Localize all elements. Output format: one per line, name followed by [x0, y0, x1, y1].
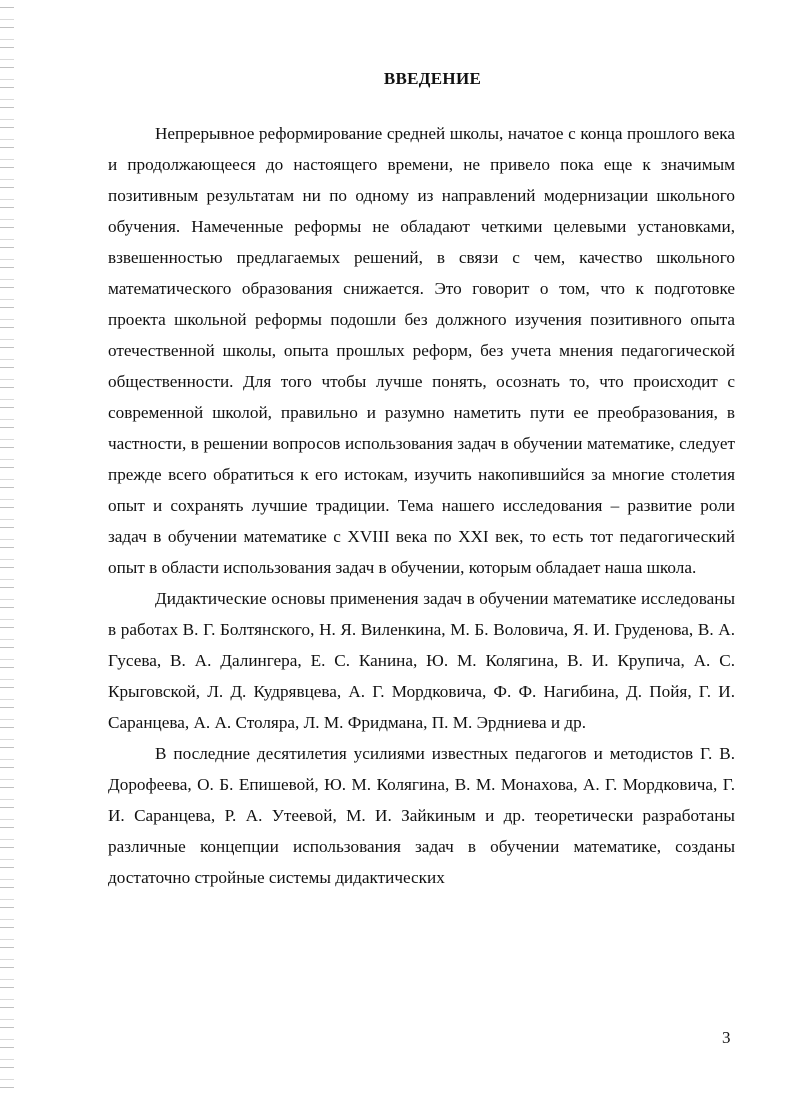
scan-edge-artifact	[0, 0, 14, 1095]
body-text	[108, 118, 735, 893]
paragraph-1: Непрерывное реформирование средней школы, начатое с конца прошлого века и продолжающееся до настоящего времени, не привело пока еще к значимым позитивным результатам ни по одному из направлений модернизации школьного обучения. Намеченные реформы не обладают четкими целевыми установками, взвешенностью предлагаемых решений, в связи с чем, качество школьного математического образования снижается. Это говорит о том, что к подготовке проекта школьной реформы подошли без должного изучения позитивного опыта отечественной школы, опыта прошлых реформ, без учета мнения педагогической общественности. Для того чтобы лучше понять, осознать то, что происходит с современной школой, правильно и разумно наметить пути ее преобразования, в частности, в решении вопросов использования задач в обучении математике, следует прежде всего обратиться к его истокам, изучить накопившийся за многие столетия опыт и сохранять лучшие традиции. Тема нашего исследования – развитие роли задач в обучении математике с XVIII века по XXI век, то есть тот педагогический опыт в области использования задач в обучении, которым обладает наша школа.	[108, 124, 735, 577]
document-title: ВВЕДЕНИЕ	[383, 69, 482, 89]
paragraph-3: В последние десятилетия усилиями известных педагогов и методистов Г. В. Дорофеева, О. Б. Епишевой, Ю. М. Колягина, В. М. Монахова, А. Г. Мордковича, Г. И. Саранцева, Р. А. Утеевой, М. И. Зайкиным и др. теоретически разработаны различные концепции использования задач в обучении математике, созданы достаточно стройные системы дидактических	[108, 744, 735, 887]
paragraph-2: Дидактические основы применения задач в обучении математике исследованы в работах В. Г. Болтянского, Н. Я. Виленкина, М. Б. Воловича, Я. И. Груденова, В. А. Гусева, В. А. Далингера, Е. С. Канина, Ю. М. Колягина, В. И. Крупича, А. С. Крыговской, Л. Д. Кудрявцева, А. Г. Мордковича, Ф. Ф. Нагибина, Д. Пойя, Г. И. Саранцева, А. А. Столяра, Л. М. Фридмана, П. М. Эрдниева и др.	[108, 589, 735, 732]
page-number: 3	[722, 1028, 731, 1047]
